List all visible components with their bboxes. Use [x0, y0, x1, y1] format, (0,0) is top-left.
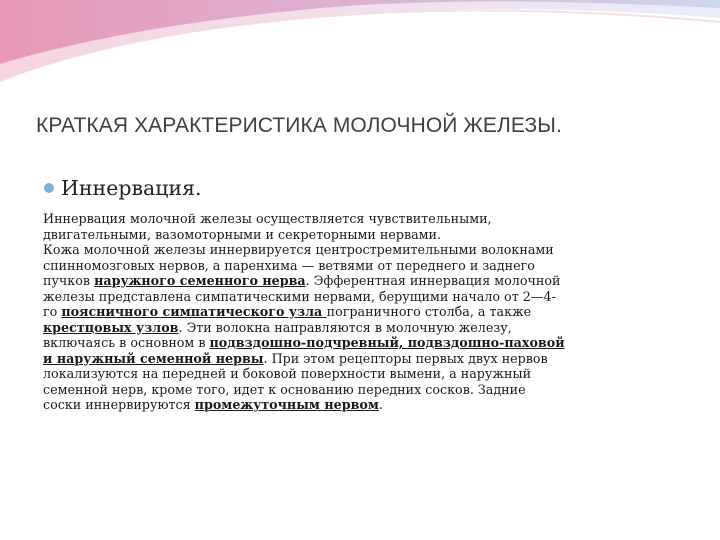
nerve-link[interactable]: наружного семенного нерва: [94, 273, 306, 288]
text-line: [43, 304, 683, 320]
text-line: [43, 273, 683, 289]
nerve-link[interactable]: поясничного симпатического узла: [61, 304, 327, 319]
text-line: [43, 242, 683, 258]
text-line: [43, 382, 683, 398]
text-line: [43, 351, 683, 367]
text-line: [43, 258, 683, 274]
nerve-link[interactable]: крестцовых узлов: [43, 319, 179, 335]
bullet-dot-icon: [44, 183, 54, 193]
nerve-link[interactable]: подвздошно-подчревный, подвздошно-паховой: [209, 335, 565, 350]
text-line: [43, 335, 683, 351]
slide-title: КРАТКАЯ ХАРАКТЕРИСТИКА МОЛОЧНОЙ ЖЕЛЕЗЫ.: [36, 114, 562, 137]
text-line: [43, 211, 683, 227]
body-paragraph: [43, 211, 683, 413]
text-segment: Кожа молочной железы иннервируется центростремительными волокнами: [43, 242, 554, 257]
text-segment: соски иннервируются: [43, 397, 195, 412]
text-segment: железы представлена симпатическими нервами, берущими начало от 2—4-: [43, 288, 556, 304]
text-segment: . Эти волокна направляются в молочную железу,: [178, 319, 512, 335]
bullet-label: Иннервация.: [61, 176, 202, 200]
text-segment: .: [378, 397, 383, 412]
text-line: [43, 227, 683, 243]
text-segment: включаясь в основном в: [43, 335, 210, 350]
text-segment: го: [43, 304, 62, 319]
bullet-item: [44, 176, 202, 200]
text-segment: Иннервация молочной железы осуществляется чувствительными,: [43, 211, 492, 226]
text-segment: . При этом рецепторы первых двух нервов: [263, 350, 548, 366]
nerve-link[interactable]: и наружный семенной нервы: [43, 350, 264, 366]
text-line: [43, 366, 683, 382]
text-line: [43, 289, 683, 305]
text-line: [43, 397, 683, 413]
nerve-link[interactable]: промежуточным нервом: [194, 397, 379, 412]
text-segment: пучков: [43, 273, 95, 288]
decorative-wave: [0, 0, 720, 90]
text-segment: . Эфферентная иннервация молочной: [305, 273, 561, 288]
text-segment: двигательными, вазомоторными и секреторными нервами.: [43, 226, 442, 242]
text-segment: спинномозговых нервов, а паренхима — ветвями от переднего и заднего: [43, 257, 535, 273]
text-segment: пограничного столба, а также: [326, 304, 532, 319]
text-segment: локализуются на передней и боковой поверхности вымени, а наружный: [43, 366, 532, 381]
text-segment: семенной нерв, кроме того, идет к основанию передних сосков. Задние: [43, 381, 526, 397]
text-line: [43, 320, 683, 336]
